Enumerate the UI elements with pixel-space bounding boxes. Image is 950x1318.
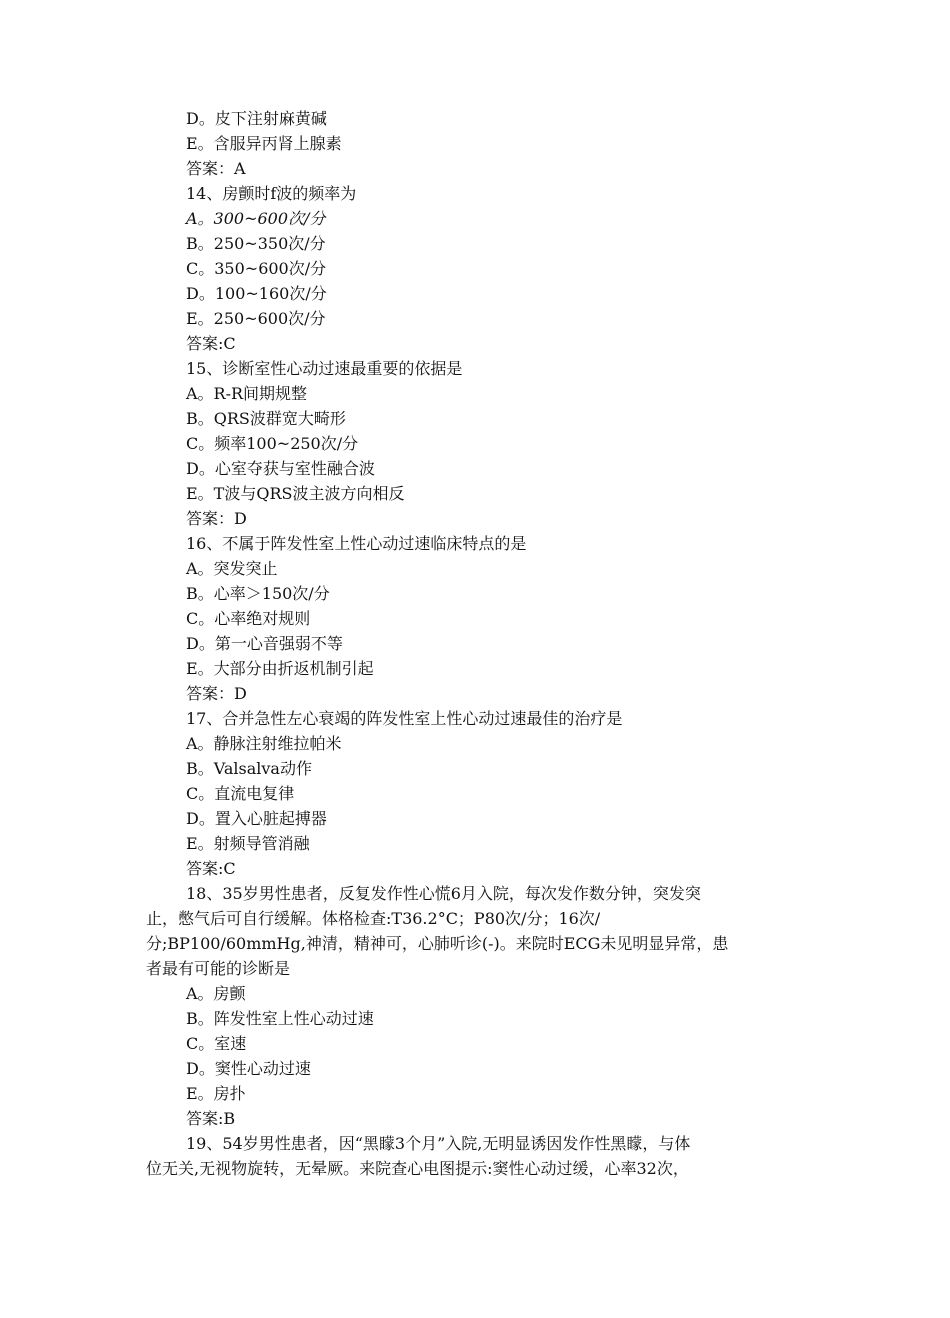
text-line: 答案:B	[186, 1109, 236, 1128]
text-line: 15、诊断室性心动过速最重要的依据是	[186, 359, 463, 378]
text-line: C。频率100~250次/分	[186, 434, 359, 453]
text-line: D。置入心脏起搏器	[186, 809, 327, 828]
text-line: 答案:C	[186, 334, 236, 353]
text-line: E。射频导管消融	[186, 834, 310, 853]
text-line: A。突发突止	[186, 559, 278, 578]
text-line: E。250~600次/分	[186, 309, 326, 328]
text-line: C。直流电复律	[186, 784, 295, 803]
text-line: A。房颤	[186, 984, 246, 1003]
text-line: 答案：A	[186, 159, 246, 178]
text-line: 17、合并急性左心衰竭的阵发性室上性心动过速最佳的治疗是	[186, 709, 623, 728]
text-line: 答案：D	[186, 684, 247, 703]
text-line: C。室速	[186, 1034, 247, 1053]
text-line: A。R-R间期规整	[186, 384, 308, 403]
text-line: B。心率＞150次/分	[186, 584, 330, 603]
text-line: D。窦性心动过速	[186, 1059, 311, 1078]
text-line: 止，憋气后可自行缓解。体格检查:T36.2°C；P80次/分；16次/	[146, 909, 601, 928]
text-line: D。100~160次/分	[186, 284, 327, 303]
text-line: E。含服异丙肾上腺素	[186, 134, 342, 153]
text-line: A。静脉注射维拉帕米	[186, 734, 342, 753]
text-line: 19、54岁男性患者，因“黑矇3个月”入院,无明显诱因发作性黑矇，与体	[186, 1134, 691, 1153]
text-line: B。250~350次/分	[186, 234, 326, 253]
text-line: 16、不属于阵发性室上性心动过速临床特点的是	[186, 534, 527, 553]
text-line: D。皮下注射麻黄碱	[186, 109, 327, 128]
text-line: E。T波与QRS波主波方向相反	[186, 484, 405, 503]
text-line: E。大部分由折返机制引起	[186, 659, 374, 678]
text-line: 分;BP100/60mmHg,神清，精神可，心肺听诊(-)。来院时ECG未见明显异常，患	[146, 934, 729, 953]
text-line: B。Valsalva动作	[186, 759, 312, 778]
document-body	[146, 106, 806, 1181]
text-line: 18、35岁男性患者，反复发作性心慌6月入院，每次发作数分钟，突发突	[186, 884, 701, 903]
text-line: E。房扑	[186, 1084, 246, 1103]
text-line: D。心室夺获与室性融合波	[186, 459, 375, 478]
text-line: 14、房颤时f波的频率为	[186, 184, 357, 203]
text-line: C。心率绝对规则	[186, 609, 311, 628]
text-line: B。阵发性室上性心动过速	[186, 1009, 374, 1028]
text-line: A。300~600次/分	[186, 209, 326, 228]
text-line: 者最有可能的诊断是	[146, 959, 291, 978]
text-line: 答案：D	[186, 509, 247, 528]
text-line: C。350~600次/分	[186, 259, 327, 278]
text-line: 答案:C	[186, 859, 236, 878]
text-line: B。QRS波群宽大畸形	[186, 409, 346, 428]
text-line: D。第一心音强弱不等	[186, 634, 343, 653]
text-line: 位无关,无视物旋转，无晕厥。来院查心电图提示:窦性心动过缓，心率32次，	[146, 1159, 689, 1178]
